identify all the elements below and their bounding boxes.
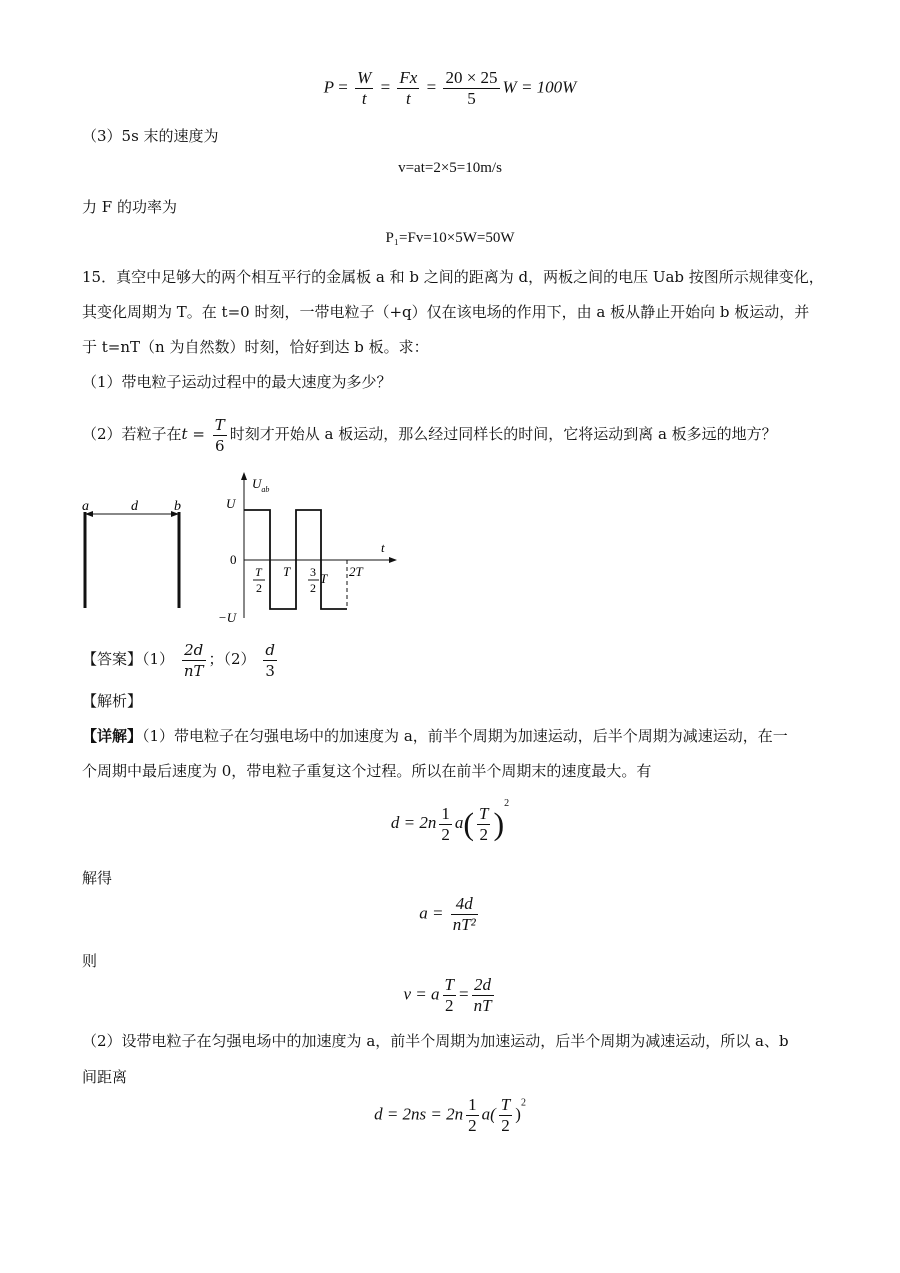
tick-2T: 2T <box>349 564 363 579</box>
eq-a: a <box>454 813 464 832</box>
numerator: 1 <box>468 1095 477 1114</box>
exponent: 2 <box>504 798 510 809</box>
eq-a: a( <box>481 1104 496 1124</box>
denominator: nT <box>183 661 204 680</box>
denominator: 2 <box>501 1116 510 1135</box>
analysis-label: 【解析】 <box>82 692 143 710</box>
fraction <box>499 1095 512 1136</box>
equation-velocity: v=at=2×5=10m/s <box>398 160 502 176</box>
numerator: T <box>479 803 489 823</box>
numerator: Fx <box>399 68 418 87</box>
question-1: （1）带电粒子运动过程中的最大速度为多少？ <box>82 373 392 391</box>
fraction <box>477 804 490 845</box>
denominator: t <box>361 89 367 108</box>
eq-lhs: v = a <box>403 984 440 1004</box>
answer-line <box>82 637 280 681</box>
denominator: 2 <box>444 996 454 1015</box>
paren-close: ) <box>515 1104 521 1124</box>
plate-a-label: a <box>82 499 89 514</box>
numerator: 1 <box>441 803 450 823</box>
tick-3half-T-den: 2 <box>310 581 316 595</box>
q3-label: （3）5s 末的速度为 <box>82 127 219 145</box>
equation-power-p1: P₁=Fv=10×5W=50W <box>385 230 515 246</box>
tick-3half-T-num: 3 <box>310 565 316 579</box>
denominator: 2 <box>479 824 488 844</box>
denominator: 6 <box>214 436 225 455</box>
x-axis-label: t <box>381 540 385 555</box>
question-2 <box>82 412 777 456</box>
answer-label: 【答案】（1） <box>82 650 175 668</box>
equation-d1 <box>0 798 900 845</box>
equation-vmax <box>0 975 900 1016</box>
eq-lhs: a = <box>419 903 444 923</box>
equation-a <box>0 894 900 935</box>
q2-t: t = <box>181 425 205 443</box>
eq-lhs: d = 2n <box>390 813 437 832</box>
problem-line-1: 15．真空中足够大的两个相互平行的金属板 a 和 b 之间的距离为 d，两板之间的电压 Uab 按图所示规律变化， <box>82 268 824 286</box>
denominator: nT <box>473 996 492 1015</box>
denominator: 5 <box>467 89 476 108</box>
tick-half-T-num: T <box>255 565 262 579</box>
answer-separator: ；（2） <box>208 650 256 668</box>
denominator: t <box>406 89 411 108</box>
numerator: 2d <box>184 640 204 659</box>
plates-and-voltage-figure <box>78 470 408 630</box>
fraction <box>443 975 456 1016</box>
denominator: nT² <box>452 915 476 934</box>
numerator: d <box>265 640 275 659</box>
x-axis-arrow <box>389 557 397 563</box>
denominator: 3 <box>265 661 275 680</box>
fraction <box>466 1095 479 1136</box>
fraction <box>443 68 499 109</box>
fraction <box>451 894 478 935</box>
detail-line-1 <box>82 725 788 747</box>
numerator: 4d <box>455 894 473 913</box>
eq-symbol: P <box>323 77 335 97</box>
power-label: 力 F 的功率为 <box>82 198 177 216</box>
fraction <box>263 640 277 681</box>
q2-prefix: （2）若粒子在 <box>82 425 182 443</box>
problem-line-2: 其变化周期为 T。在 t=0 时刻，一带电粒子（+q）仅在该电场的作用下，由 a 板从静止开始向 b 板运动，并 <box>82 303 810 321</box>
fraction <box>472 975 494 1016</box>
numerator: T <box>214 415 225 434</box>
fraction <box>397 68 419 109</box>
detail-label: 【详解】 <box>82 727 143 745</box>
numerator: 2d <box>474 975 492 994</box>
part2-line-1: （2）设带电粒子在匀强电场中的加速度为 a，前半个周期为加速运动，后半个周期为减速运动，所以 a、b <box>82 1032 789 1050</box>
fraction <box>439 804 452 845</box>
equation-d2 <box>0 1095 900 1136</box>
detail-text: （1）带电粒子在匀强电场中的加速度为 a，前半个周期为加速运动，后半个周期为减速运动，在一 <box>142 727 788 745</box>
fraction <box>182 640 206 681</box>
fraction <box>355 68 373 109</box>
problem-line-3: 于 t=nT（n 为自然数）时刻，恰好到达 b 板。求： <box>82 338 429 356</box>
y-axis-label: $U_{ab}$ <box>252 476 270 494</box>
fraction <box>213 415 227 456</box>
u-zero-label: 0 <box>230 552 237 567</box>
solve-label: 解得 <box>82 869 113 887</box>
q2-suffix: 时刻才开始从 a 板运动，那么经过同样长的时间，它将运动到离 a 板多远的地方？ <box>229 425 777 443</box>
detail-line-2: 个周期中最后速度为 0，带电粒子重复这个过程。所以在前半个周期末的速度最大。有 <box>82 762 652 780</box>
denominator: 2 <box>468 1116 477 1135</box>
part2-line-2: 间距离 <box>82 1068 128 1086</box>
numerator: W <box>357 68 372 87</box>
y-axis-arrow <box>241 472 247 480</box>
u-negative-label: −U <box>218 610 237 625</box>
numerator: 20 × 25 <box>445 68 498 87</box>
paren-open: ( <box>463 805 474 842</box>
tick-half-T-den: 2 <box>256 581 262 595</box>
tick-T: T <box>283 564 291 579</box>
eq-lhs: d = 2ns = 2n <box>374 1104 464 1124</box>
eq-rhs: W = 100W <box>502 77 577 97</box>
denominator: 2 <box>441 824 450 844</box>
tick-3half-T-T: T <box>320 571 328 586</box>
numerator: T <box>500 1095 511 1114</box>
u-positive-label: U <box>226 496 236 511</box>
then-label: 则 <box>82 952 98 970</box>
exponent: 2 <box>520 1097 526 1109</box>
eq-mid: = <box>458 984 469 1004</box>
numerator: T <box>444 975 454 994</box>
distance-label: d <box>131 499 138 514</box>
plate-b-label: b <box>174 499 181 514</box>
equation-power: P = $\frac{W}{t}$ = $\frac{Fx}{t}$ = $\frac{20 \times 25}{5}$ W = 100W <box>323 68 577 108</box>
paren-close: ) <box>493 805 505 842</box>
